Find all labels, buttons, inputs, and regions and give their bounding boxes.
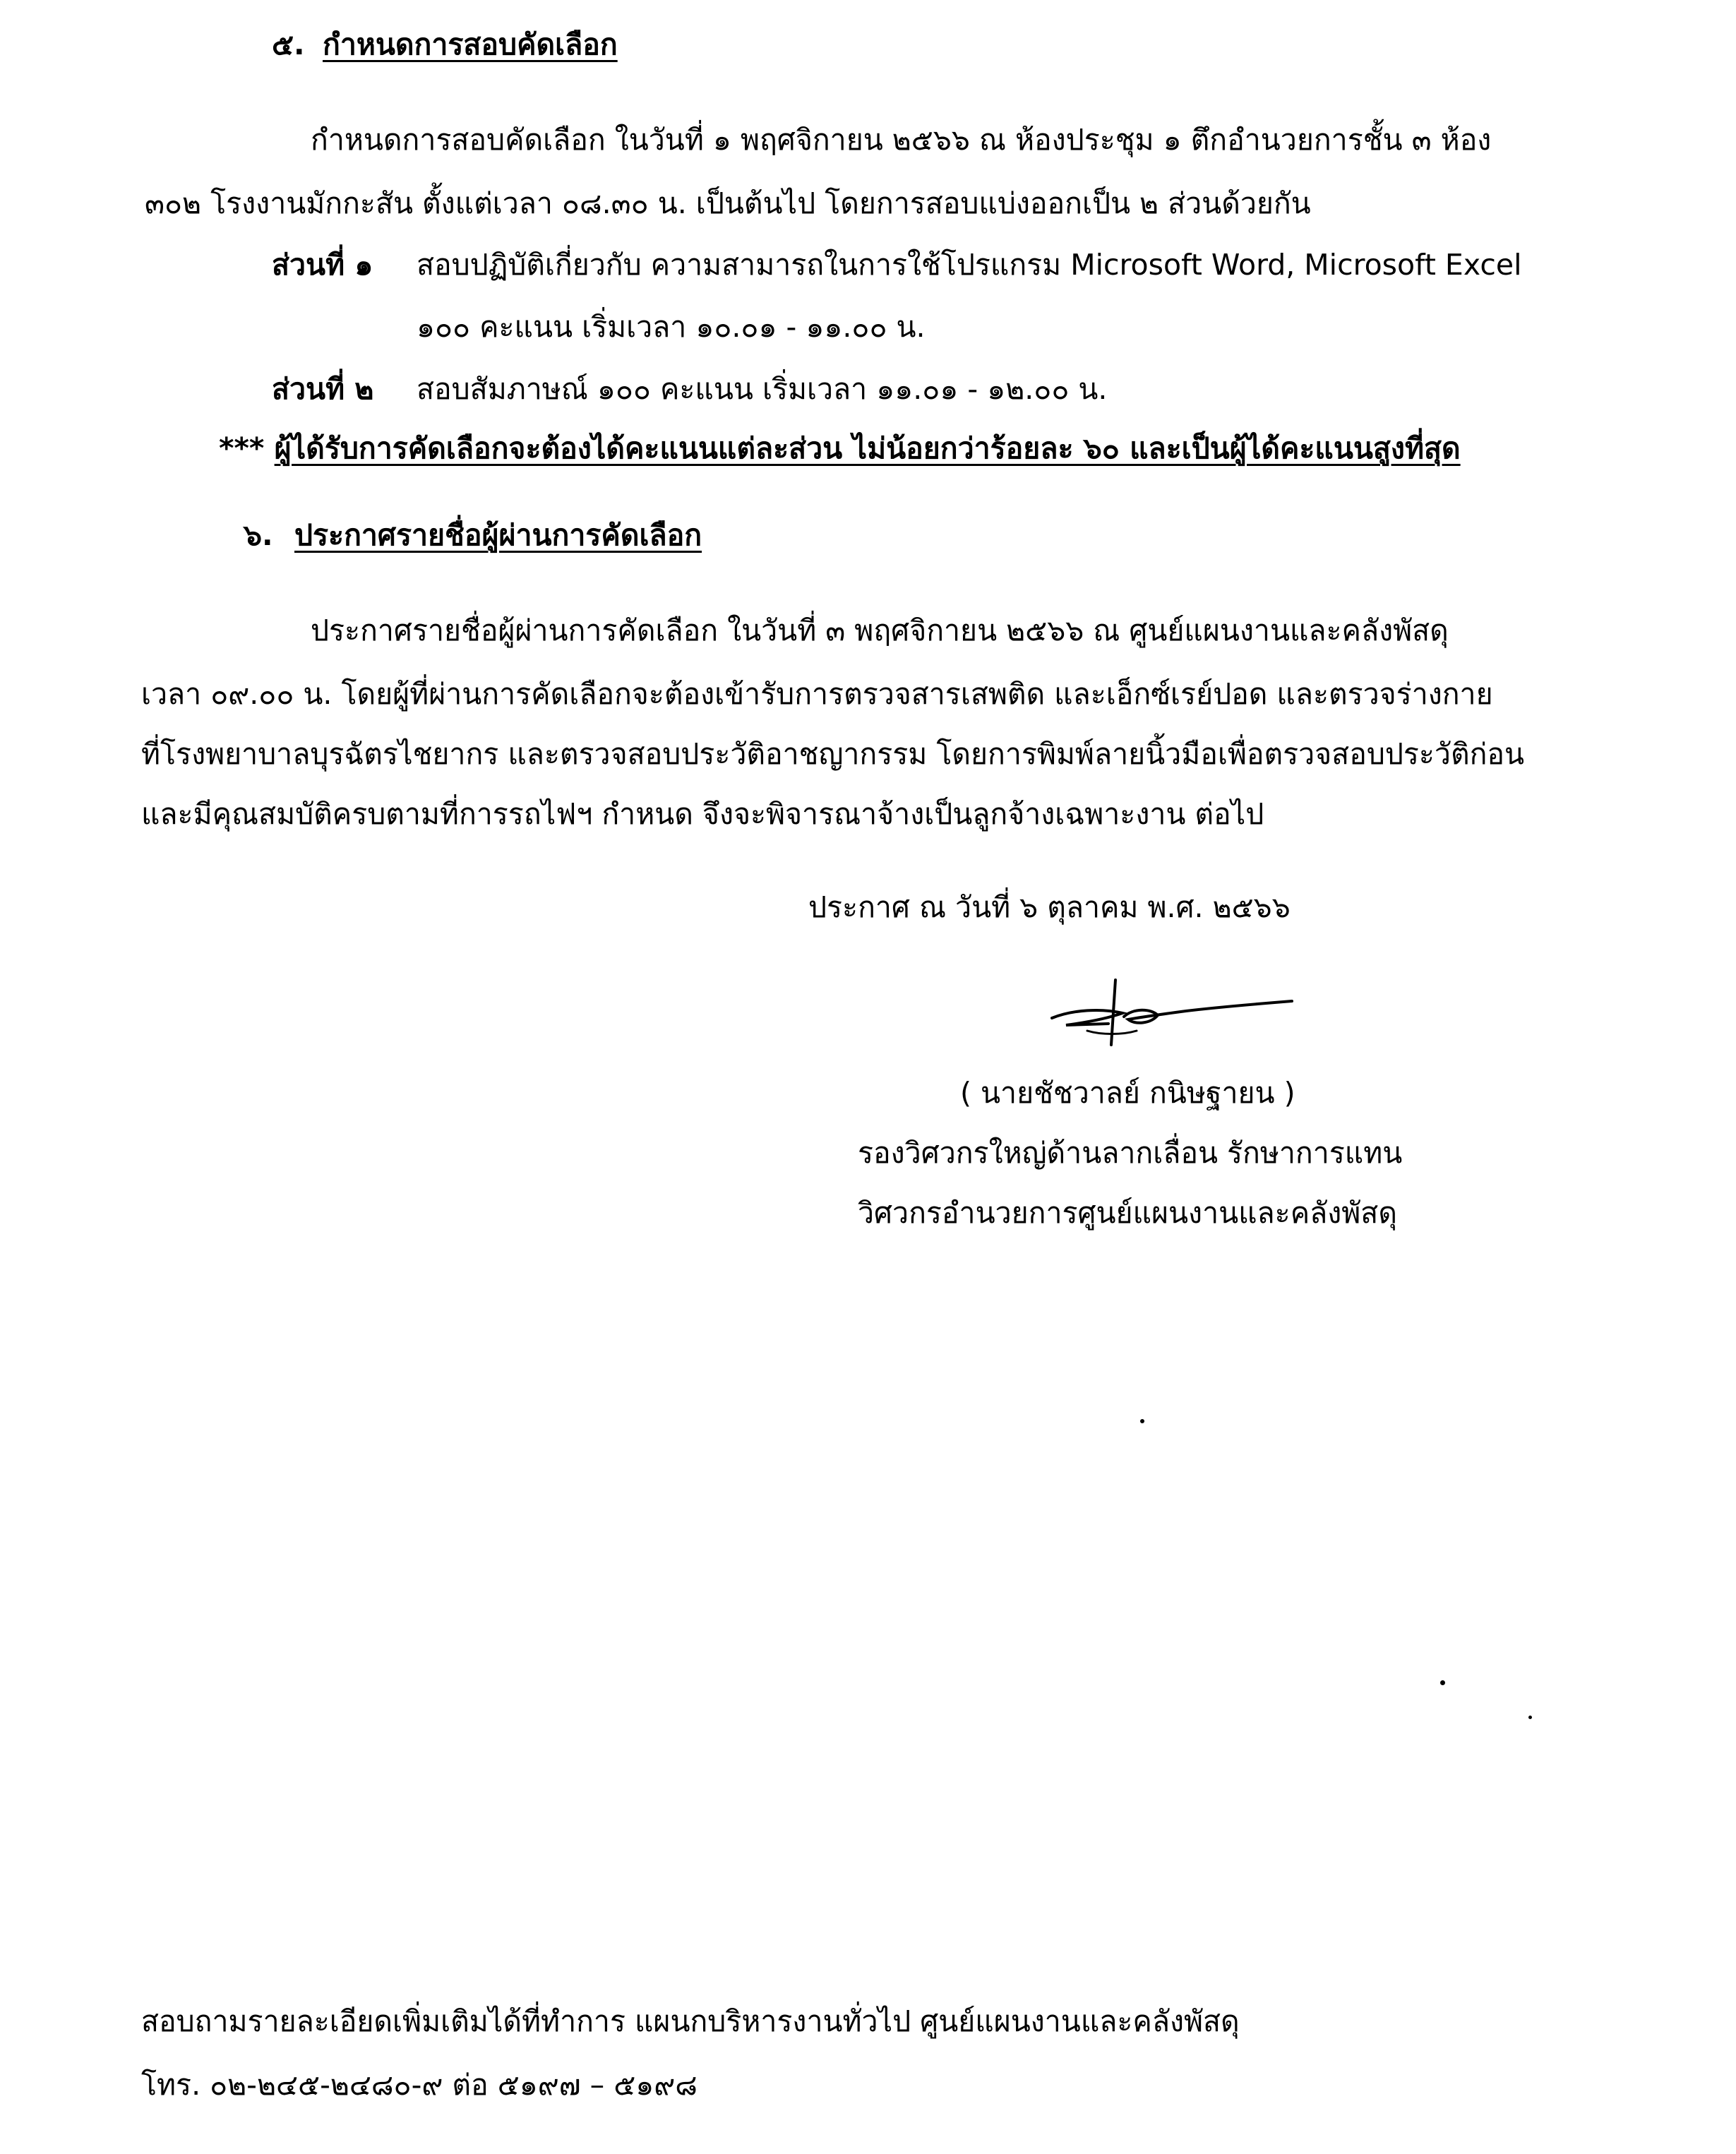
scan-speck [1440,1680,1445,1685]
part-2-text: สอบสัมภาษณ์ ๑๐๐ คะแนน เริ่มเวลา ๑๑.๐๑ - ๑๒.๐๐ น. [417,372,1108,406]
section-5-heading [272,28,618,61]
note-prefix: *** [219,431,265,465]
footer-contact-line-1: สอบถามรายละเอียดเพิ่มเติมได้ที่ทำการ แผนกบริหารงานทั่วไป ศูนย์แผนงานและคลังพัสดุ [141,2004,1240,2038]
part-2-label: ส่วนที่ ๒ [272,372,374,406]
section-5-para-line-1: กำหนดการสอบคัดเลือก ในวันที่ ๑ พฤศจิกายน ๒๕๖๖ ณ ห้องประชุม ๑ ตึกอำนวยการชั้น ๓ ห้อง [311,123,1492,157]
section-5-para-line-2: ๓๐๒ โรงงานมักกะสัน ตั้งแต่เวลา ๐๘.๓๐ น. เป็นต้นไป โดยการสอบแบ่งออกเป็น ๒ ส่วนด้วยกัน [145,186,1311,220]
selection-note [219,432,1461,465]
section-6-para-line-2: เวลา ๐๙.๐๐ น. โดยผู้ที่ผ่านการคัดเลือกจะต้องเข้ารับการตรวจสารเสพติด และเอ็กซ์เรย์ปอด และตรวจร่างกาย [141,677,1493,711]
scan-speck [1528,1716,1532,1719]
section-6-number: ๖. [244,518,273,552]
handwritten-signature [1045,974,1299,1052]
section-6-heading [244,519,702,552]
section-6-para-line-1: ประกาศรายชื่อผู้ผ่านการคัดเลือก ในวันที่ ๓ พฤศจิกายน ๒๕๖๖ ณ ศูนย์แผนงานและคลังพัสดุ [311,614,1449,647]
signer-title-1: รองวิศวกรใหญ่ด้านลากเลื่อน รักษาการแทน [858,1136,1403,1170]
section-5-number: ๕. [272,28,305,61]
part-1-text-line-2: ๑๐๐ คะแนน เริ่มเวลา ๑๐.๐๑ - ๑๑.๐๐ น. [417,310,926,344]
footer-contact-line-2: โทร. ๐๒-๒๔๕-๒๔๘๐-๙ ต่อ ๕๑๙๗ – ๕๑๙๘ [141,2068,698,2102]
announcement-date: ประกาศ ณ วันที่ ๖ ตุลาคม พ.ศ. ๒๕๖๖ [808,890,1291,924]
note-text: ผู้ได้รับการคัดเลือกจะต้องได้คะแนนแต่ละส่วน ไม่น้อยกว่าร้อยละ ๖๐ และเป็นผู้ได้คะแนนสูงที่สุด [274,431,1461,465]
section-5-title: กำหนดการสอบคัดเลือก [323,28,618,61]
part-1-text-line-1: สอบปฏิบัติเกี่ยวกับ ความสามารถในการใช้โปรแกรม Microsoft Word, Microsoft Excel [417,248,1522,282]
part-1-label: ส่วนที่ ๑ [272,248,373,282]
signer-name: ( นายชัชวาลย์ กนิษฐายน ) [960,1076,1295,1110]
signer-title-2: วิศวกรอำนวยการศูนย์แผนงานและคลังพัสดุ [858,1196,1397,1230]
section-6-para-line-4: และมีคุณสมบัติครบตามที่การรถไฟฯ กำหนด จึงจะพิจารณาจ้างเป็นลูกจ้างเฉพาะงาน ต่อไป [141,797,1264,831]
scan-speck [1140,1419,1144,1423]
section-6-title: ประกาศรายชื่อผู้ผ่านการคัดเลือก [294,518,702,552]
section-6-para-line-3: ที่โรงพยาบาลบุรฉัตรไชยากร และตรวจสอบประวัติอาชญากรรม โดยการพิมพ์ลายนิ้วมือเพื่อตรวจสอบประวัติก่อน [141,737,1525,771]
